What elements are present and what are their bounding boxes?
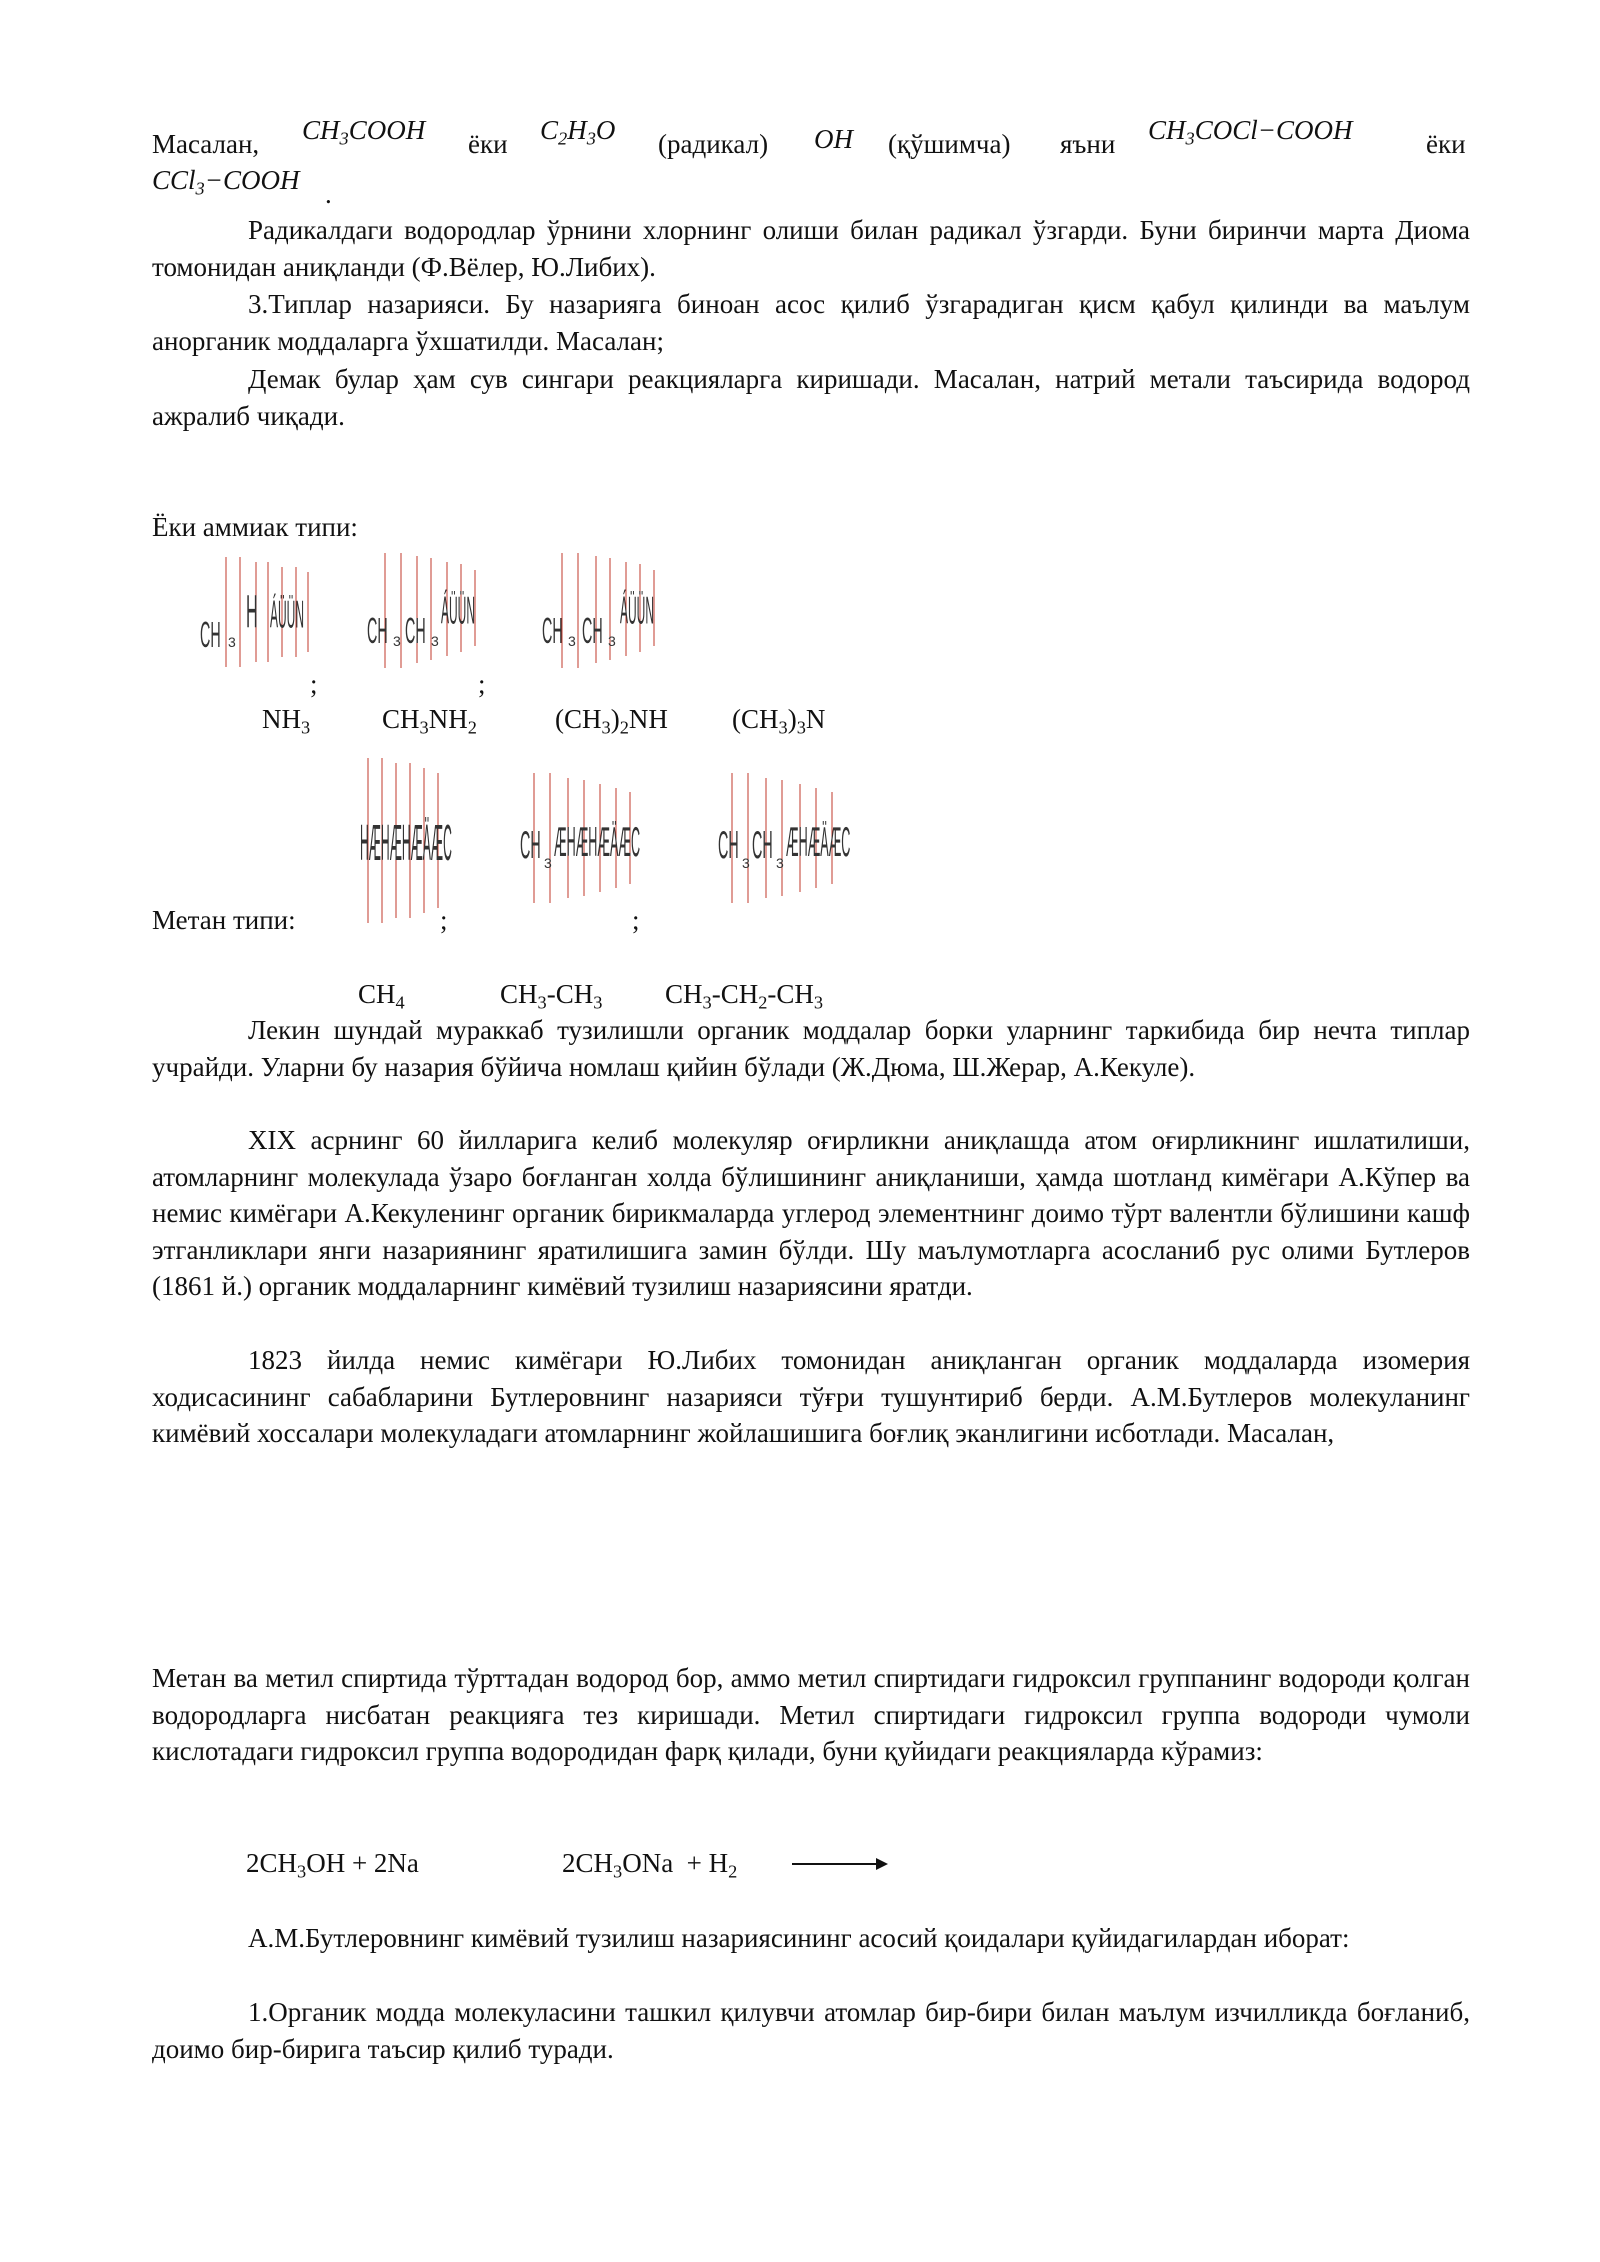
methane-structure-3 xyxy=(718,768,851,908)
methane-structure-2 xyxy=(520,768,640,908)
methane-label-ethane: $CH_3-CH_3$ xyxy=(500,979,603,1013)
svg-text:ÆHÆÄÆC: ÆHÆÄÆC xyxy=(786,818,851,866)
svg-text:3: 3 xyxy=(742,855,750,871)
svg-text:3: 3 xyxy=(544,855,552,871)
paragraph-butlerov-rules: А.М.Бутлеровнинг кимёвий тузилиш назариясининг асосий қоидалари қуйидагилардан иборат: xyxy=(248,1923,1350,1953)
svg-text:3: 3 xyxy=(568,633,576,649)
text-qushimcha: (қўшимча) xyxy=(888,129,1011,159)
svg-text:CH: CH xyxy=(520,823,541,868)
svg-text:ÁÜÜN: ÁÜÜN xyxy=(441,589,475,634)
paragraph-xix: XIX асрнинг 60 йилларига келиб молекуляр оғирликни аниқлашда атом оғирликнинг ишлатилиши, атомларнинг молекулада ўзаро боғланган холда бўлишининг аниқланиши, ҳамда шотланд кимёгари А.Кўпер ва немис кимёгари А.Кекуленинг органик бирикмаларда углерод элементнинг доимо тўрт валентли бўлишини кашф этганликлари янги назариянинг яратилишига замин бўлди. Шу маълумотларга асосланиб рус олими Бутлеров (1861 й.) органик моддаларнинг кимёвий тузилиш назариясини яратди. xyxy=(152,1125,1470,1301)
reaction-lhs: $2CH_3OH + 2Na$ xyxy=(246,1848,419,1882)
formula-c2h3o: $C_2H_3O$ xyxy=(540,115,616,149)
methane-heading: Метан типи: xyxy=(152,905,296,935)
svg-text:CH: CH xyxy=(752,823,773,868)
svg-text:CH: CH xyxy=(582,610,603,652)
text-radikal: (радикал) xyxy=(658,129,769,159)
paragraph-water: Демак булар ҳам сув сингари реакцияларга киришади. Масалан, натрий метали таъсирида водород ажралиб чиқади. xyxy=(152,364,1470,431)
paragraph-complex: Лекин шундай мураккаб тузилишли органик моддалар борки уларнинг таркибида бир нечта типлар учрайди. Уларни бу назария бўйича номлаш қийин бўлади (Ж.Дюма, Ш.Жерар, А.Кекуле). xyxy=(152,1015,1470,1082)
paragraph-types: 3.Типлар назарияси. Бу назарияга биноан асос қилиб ўзгарадиган қисм қабул қилинди ва маълум анорганик моддаларга ўхшатилди. Масалан; xyxy=(152,289,1470,356)
ammonia-heading: Ёки аммиак типи: xyxy=(152,512,358,542)
reaction-rhs: $2CH_3ONa + H_2$ xyxy=(562,1848,738,1882)
svg-text:ÆHÆHÆÄÆC: ÆHÆHÆÄÆC xyxy=(554,818,641,866)
text-dot: . xyxy=(325,179,332,209)
svg-text:3: 3 xyxy=(228,634,236,650)
reaction-arrow-icon xyxy=(790,1854,890,1874)
ammonia-structure-1 xyxy=(198,552,318,672)
svg-text:3: 3 xyxy=(393,633,401,649)
methane-label-ch4: $CH_4$ xyxy=(358,979,405,1013)
paragraph-1823: 1823 йилда немис кимёгари Ю.Либих томонидан аниқланган органик моддаларда изомерия ходисасининг сабабларини Бутлеровнинг назарияси тўғри тушунтириб берди. А.М.Бутлеров молекуланинг кимёвий хоссалари молекуладаги атомларнинг жойлашишига боғлиқ эканлигини исботлади. Масалан, xyxy=(152,1345,1470,1448)
svg-text:ÁÜÜN: ÁÜÜN xyxy=(620,589,654,634)
svg-text:3: 3 xyxy=(776,855,784,871)
svg-text:CH: CH xyxy=(405,610,426,652)
svg-text:HÆHÆHÆÄÆC: HÆHÆHÆÄÆC xyxy=(360,813,452,872)
svg-text:CH: CH xyxy=(718,823,739,868)
ammonia-separator-2: ; xyxy=(478,669,486,699)
paragraph-radical: Радикалдаги водородлар ўрнини хлорнинг олиши билан радикал ўзгарди. Буни биринчи марта Диома томонидан аниқланди (Ф.Вёлер, Ю.Либих). xyxy=(152,215,1470,282)
svg-text:CH: CH xyxy=(200,614,221,656)
svg-text:H: H xyxy=(246,586,258,639)
paragraph-methanol: Метан ва метил спиртида тўрттадан водород бор, аммо метил спиртидаги гидроксил группанинг водороди қолган водородларга нисбатан реакцияга тез киришади. Метил спиртидаги гидроксил группа водороди чумоли кислотадаги гидроксил группа водородидан фарқ қилади, буни қуйидаги реакцияларда кўрамиз: xyxy=(152,1663,1470,1766)
ammonia-label-ch3-3n: $(CH_3)_3N$ xyxy=(732,704,826,738)
methane-separator-1: ; xyxy=(440,905,448,935)
svg-text:CH: CH xyxy=(542,610,563,652)
formula-ccl3-cooh: CCl$_3$−COOH xyxy=(152,165,300,199)
svg-text:ÁÜÜN: ÁÜÜN xyxy=(270,593,304,638)
text-masalan: Масалан, xyxy=(152,129,260,159)
text-eki-1: ёки xyxy=(468,129,508,159)
methane-structure-1 xyxy=(360,748,450,928)
svg-text:CH: CH xyxy=(367,610,388,652)
svg-text:3: 3 xyxy=(608,633,616,649)
text-eki-2: ёки xyxy=(1426,129,1466,159)
formula-ch3cooh: $CH_3COOH$ xyxy=(302,115,426,149)
methane-label-propane: $CH_3-CH_2-CH_3$ xyxy=(665,979,824,1013)
ammonia-label-ch3-2nh: $(CH_3)_2NH$ xyxy=(555,704,668,738)
formula-ch3cocl-cooh: $CH_3COCl-COOH$ xyxy=(1148,115,1353,149)
ammonia-label-nh3: $NH_3$ xyxy=(262,704,311,738)
ammonia-label-ch3nh2: $CH_3NH_2$ xyxy=(382,704,477,738)
svg-text:3: 3 xyxy=(431,633,439,649)
ammonia-structure-3 xyxy=(540,548,665,673)
formula-oh: OH xyxy=(814,124,853,154)
text-yani: яъни xyxy=(1060,129,1116,159)
ammonia-separator-1: ; xyxy=(310,669,318,699)
methane-separator-2: ; xyxy=(632,905,640,935)
ammonia-structure-2 xyxy=(365,548,485,673)
paragraph-rule-1: 1.Органик модда молекуласини ташкил қилувчи атомлар бир-бири билан маълум изчилликда боғланиб, доимо бир-бирига таъсир қилиб туради. xyxy=(152,1997,1470,2064)
